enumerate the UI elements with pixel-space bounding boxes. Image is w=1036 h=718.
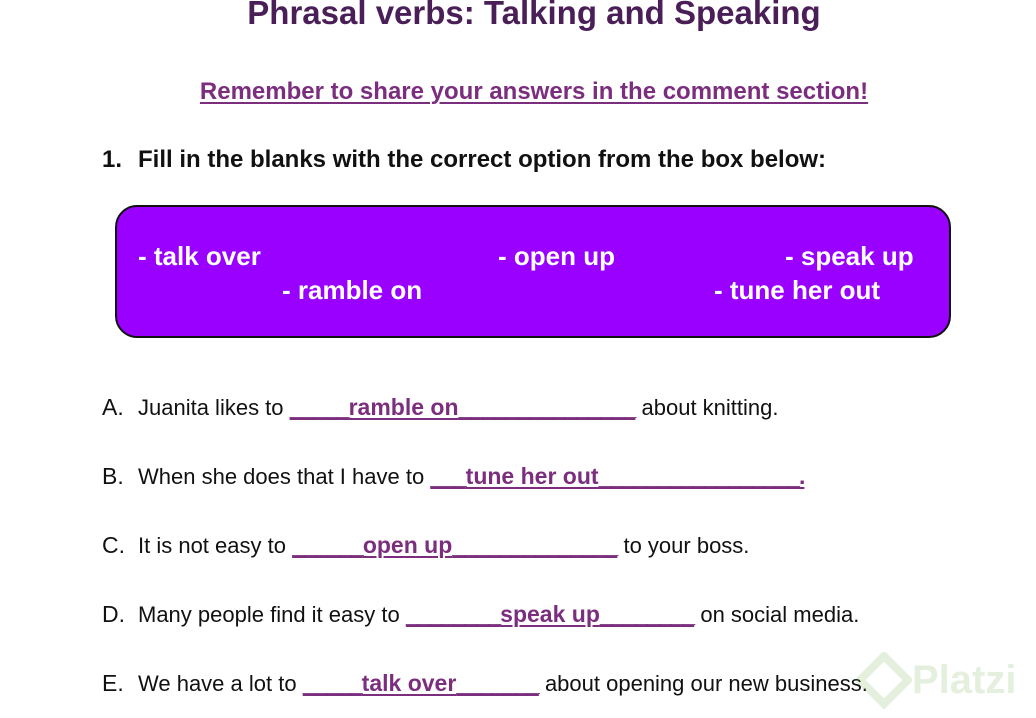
item-text-before: Many people find it easy to xyxy=(138,602,406,627)
answer-blank xyxy=(292,532,617,558)
exercise-item-c xyxy=(102,532,749,559)
comment-reminder-link[interactable]: Remember to share your answers in the comment section! xyxy=(199,78,869,105)
blank-line: _______________ xyxy=(458,394,636,420)
blank-line: ________ xyxy=(599,601,695,627)
exercise-item-d xyxy=(102,601,859,628)
answer-text: ramble on xyxy=(348,394,459,420)
platzi-watermark xyxy=(856,652,1036,712)
item-letter: E. xyxy=(102,670,124,696)
word-option: - tune her out xyxy=(714,275,881,305)
question-heading xyxy=(102,146,826,174)
blank-line: ______________ xyxy=(452,532,618,558)
exercise-item-e xyxy=(102,670,868,697)
answer-text: tune her out xyxy=(465,463,599,489)
word-option: - talk over xyxy=(138,241,261,271)
question-text: Fill in the blanks with the correct option from the box below: xyxy=(138,146,827,173)
item-text-before: It is not easy to xyxy=(138,533,293,558)
answer-text: open up xyxy=(362,532,453,558)
item-letter: B. xyxy=(102,463,124,489)
item-text-before: When she does that I have to xyxy=(138,464,431,489)
item-letter: A. xyxy=(102,394,124,420)
word-option: - speak up xyxy=(785,241,914,271)
page-title: Phrasal verbs: Talking and Speaking xyxy=(247,0,821,31)
item-text-after: on social media. xyxy=(694,602,860,627)
item-text-before: Juanita likes to xyxy=(138,395,290,420)
blank-line: ________ xyxy=(405,601,501,627)
answer-text: talk over xyxy=(361,670,457,696)
answer-blank xyxy=(290,394,636,420)
answer-blank xyxy=(406,601,694,627)
word-option: - open up xyxy=(498,241,615,271)
blank-line: _____ xyxy=(289,394,349,420)
item-text-after: about opening our new business. xyxy=(538,671,868,696)
blank-line: _____ xyxy=(302,670,362,696)
answer-blank xyxy=(303,670,539,696)
answer-blank xyxy=(430,463,804,489)
blank-line: ______ xyxy=(292,532,363,558)
answer-text: speak up xyxy=(500,601,600,627)
word-option: - ramble on xyxy=(282,275,423,305)
exercise-item-b xyxy=(102,463,804,490)
blank-line: ___ xyxy=(430,463,466,489)
platzi-logo-icon xyxy=(856,652,912,712)
blank-line: _________________. xyxy=(598,463,805,489)
item-text-before: We have a lot to xyxy=(138,671,303,696)
item-letter: C. xyxy=(102,532,125,558)
item-text-after: to your boss. xyxy=(617,533,750,558)
word-box xyxy=(115,205,951,338)
question-number: 1. xyxy=(102,146,123,173)
watermark-text: Platzi xyxy=(912,658,1017,702)
blank-line: _______ xyxy=(456,670,539,696)
item-letter: D. xyxy=(102,601,125,627)
item-text-after: about knitting. xyxy=(635,395,779,420)
exercise-item-a xyxy=(102,394,779,421)
